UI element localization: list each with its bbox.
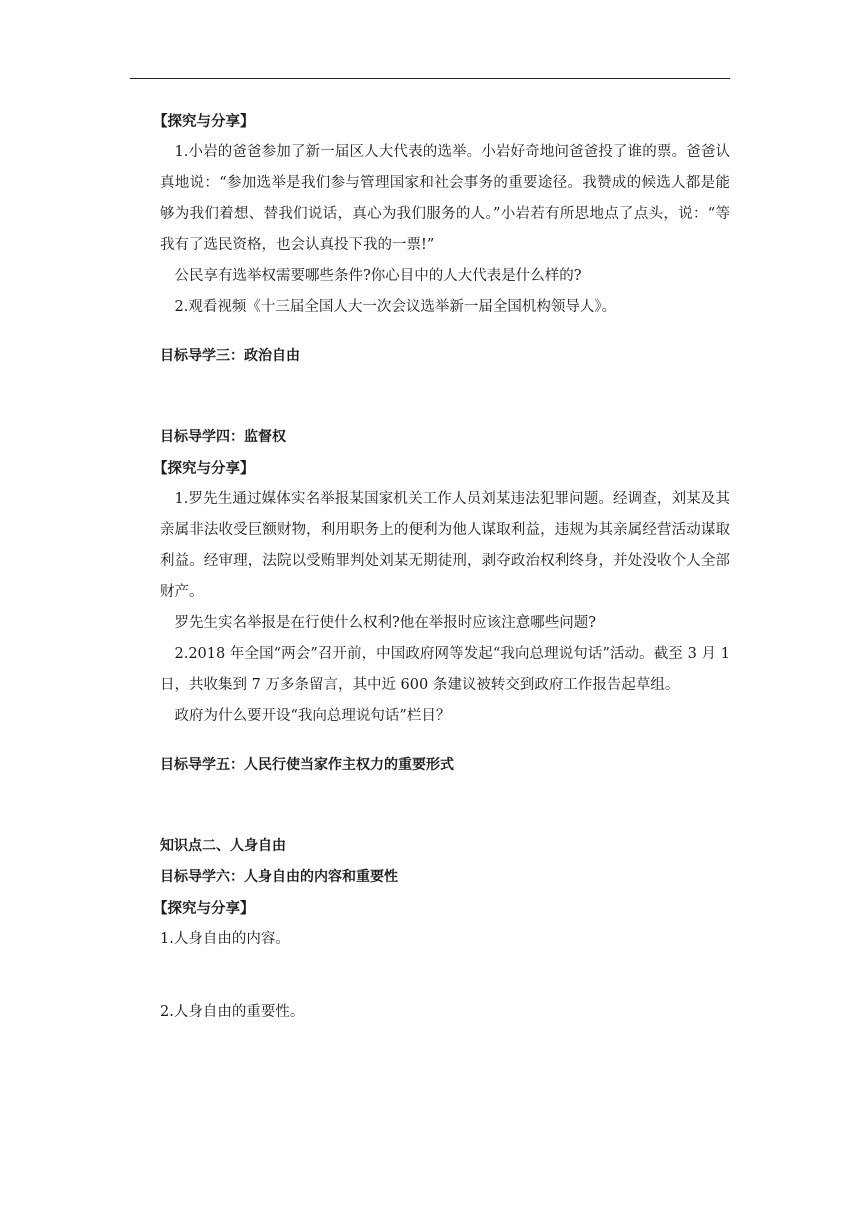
paragraph-two-sessions: 2.2018 年全国“两会”召开前，中国政府网等发起“我向总理说句话”活动。截至 3 月 1 日，共收集到 7 万多条留言，其中近 600 条建议被转交到政府工作报告起草组。 [160, 646, 730, 693]
spacer [160, 955, 730, 997]
spacer [160, 323, 730, 341]
spacer [160, 732, 730, 750]
explore-share-heading-1: 【探究与分享】 [153, 113, 255, 130]
knowledge-heading-2: 知识点二、人身自由 [160, 838, 286, 854]
spacer [160, 781, 730, 831]
question-report: 罗先生实名举报是在行使什么权利?他在举报时应该注意哪些问题? [174, 615, 597, 631]
goal-heading-6: 目标导学六：人身自由的内容和重要性 [160, 869, 398, 885]
paragraph-election-story: 1.小岩的爸爸参加了新一届区人大代表的选举。小岩好奇地问爸爸投了谁的票。爸爸认真地说：“参加选举是我们参与管理国家和社会事务的重要途径。我赞成的候选人都是能够为我们着想、替我们说话，真心为我们服务的人。”小岩若有所思地点了点头，说：“等我有了选民资格，也会认真投下我的一票!” [160, 144, 730, 253]
goal-heading-5: 目标导学五：人民行使当家作主权力的重要形式 [160, 757, 454, 773]
item-personal-freedom-importance: 2.人身自由的重要性。 [160, 1004, 305, 1020]
paragraph-video: 2.观看视频《十三届全国人大一次会议选举新一届全国机构领导人》。 [174, 299, 617, 315]
question-column: 政府为什么要开设“我向总理说句话”栏目？ [174, 708, 451, 724]
document-body [153, 106, 730, 1028]
question-election: 公民享有选举权需要哪些条件?你心目中的人大代表是什么样的? [174, 268, 582, 284]
header-rule [130, 78, 730, 79]
paragraph-report-case: 1.罗先生通过媒体实名举报某国家机关工作人员刘某违法犯罪问题。经调查，刘某及其亲属非法收受巨额财物，利用职务上的便利为他人谋取利益，违规为其亲属经营活动谋取利益。经审理，法院以受贿罪判处刘某无期徒刑，剥夺政治权利终身，并处没收个人全部财产。 [160, 491, 730, 600]
explore-share-heading-3: 【探究与分享】 [153, 900, 255, 917]
explore-share-heading-2: 【探究与分享】 [153, 460, 255, 477]
item-personal-freedom-content: 1.人身自由的内容。 [160, 931, 290, 947]
goal-heading-3: 目标导学三：政治自由 [160, 348, 300, 364]
goal-heading-4: 目标导学四：监督权 [160, 429, 286, 445]
spacer [160, 372, 730, 422]
